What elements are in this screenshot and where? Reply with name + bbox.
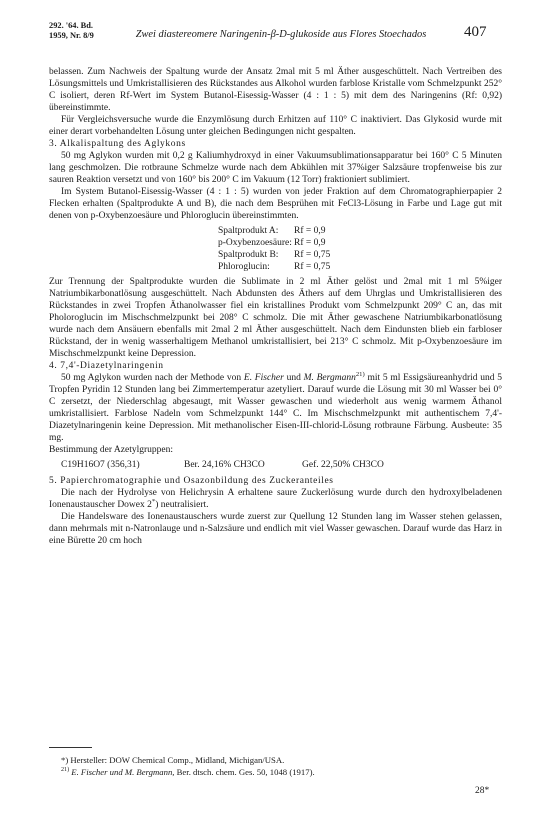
acetyl-formula-line	[61, 459, 502, 471]
rf-value: Rf = 0,75	[294, 250, 331, 260]
paragraph-6-text: mit 5 ml Essigsäureanhydrid und 5 Tropfen Pyridin 12 Stunden lang bei Zimmertemperatur azetyliert. Darauf wurde die Lösung mit 30 ml Wasser bei 0° C zersetzt, der Niederschlag abgesaugt, mit Wasser gewaschen und wiederholt aus wenig warmem Äthanol umkristallisiert. Farblose Nadeln vom Schmelzpunkt 144° C. Im Mischschmelzpunkt mit authentischem 7,4'-Diazetylnaringenin keine Depression. Mit methanolischer Eisen-III-chlorid-Lösung rotbraune Färbung. Ausbeute: 35 mg.	[49, 373, 503, 443]
paragraph-5: Zur Trennung der Spaltprodukte wurden die Sublimate in 2 ml Äther gelöst und 2mal mit 1 ml 5%iger Natriumbikarbonatlösung ausgeschüttelt. Nach Abdunsten des Äthers auf dem Uhrglas und Umkristallisieren des Rückstandes in zwei Tropfen Äthanolwasser fiel ein kristallines Produkt vom Schmelzpunkt 209° C an, das mit Pholoroglucin im Mischschmelzpunkt bei 208° C schmolz. Die mit Äther gewaschene Natriumbikarbonatlösung wurde nach dem Ansäuern ebenfalls mit 2mal 2 ml Äther ausgeschüttelt. Nach dem Eindunsten blieb ein farbloser Rückstand, der in wenig wasserhaltigem Methanol umkristallisiert, bei 213° C schmolz. Mit p-Oxybenzoesäure im Mischschmelzpunkt keine Depression.	[49, 277, 502, 359]
paragraph-4: Im System Butanol-Eisessig-Wasser (4 : 1 : 5) wurden von jeder Fraktion auf dem Chromatographierpapier 2 Flecken erhalten (Spaltprodukte A und B), die nach dem Besprühen mit FeCl3-Lösung in Farbe und Lage gut mit denen von p-Oxybenzoesäure und Phloroglucin übereinstimmten.	[49, 187, 502, 221]
paragraph-8-text: Die nach der Hydrolyse von Helichrysin A erhaltene saure Zuckerlösung wurde durch den hydroxylbeladenen Ionenaustauscher Dowex 2	[49, 488, 502, 510]
paragraph-3: 50 mg Aglykon wurden mit 0,2 g Kaliumhydroxyd in einer Vakuumsublimationsapparatur bei 160° C 5 Minuten lang geschmolzen. Die rotbraune Schmelze wurde nach dem Abkühlen mit 37%iger Salzsäure tropfenweise bis zur sauren Reaktion versetzt und von 160° bis 200° C im Vakuum (12 Torr) fraktioniert sublimiert.	[49, 151, 502, 185]
footnote-2-text: Ber. dtsch. chem. Ges. 50, 1048 (1917).	[176, 766, 315, 777]
formula-calculated: Ber. 24,16% CH3CO	[184, 460, 265, 470]
paragraph-9: Die Handelsware des Ionenaustauschers wurde zuerst zur Quellung 12 Stunden lang im Wasser stehen gelassen, dann mehrmals mit n-Natronlauge und n-Salzsäure und endlich mit viel Wasser gewaschen. Darauf wurde das Harz in eine Bürette 20 cm hoch	[49, 512, 502, 546]
rf-value: Rf = 0,9	[294, 238, 326, 248]
formula-found: Gef. 22,50% CH3CO	[302, 460, 384, 470]
paragraph-8-text: ) neutralisiert.	[155, 500, 209, 510]
paragraph-6-text: 50 mg Aglykon wurden nach der Methode von	[61, 373, 244, 383]
rf-label: p-Oxybenzoesäure:	[218, 238, 292, 248]
author-bergmann: M. Bergmann	[303, 373, 356, 383]
rf-row	[218, 237, 330, 249]
rf-row	[218, 261, 330, 273]
rf-value: Rf = 0,75	[294, 262, 331, 272]
paragraph-2: Für Vergleichsversuche wurde die Enzymlösung durch Erhitzen auf 110° C inaktiviert. Das Glykosid wurde mit einer derart vorbehandelten Lösung unter gleichen Bedingungen nicht gespalten.	[49, 115, 502, 137]
footnote-marker: *	[151, 498, 156, 505]
page-signature: 28*	[475, 786, 490, 796]
section-5-heading: 5. Papierchromatographie und Osazonbildung des Zuckeranteiles	[49, 476, 334, 486]
formula-compound: C19H16O7 (356,31)	[61, 460, 140, 470]
volume-info	[49, 21, 94, 41]
paragraph-8	[49, 487, 502, 511]
footnote-2-number: 21)	[61, 766, 70, 773]
section-3-heading: 3. Alkalispaltung des Aglykons	[49, 139, 186, 149]
rf-row	[218, 249, 330, 261]
footnote-divider	[49, 747, 92, 748]
paragraph-1: belassen. Zum Nachweis der Spaltung wurde der Ansatz 2mal mit 5 ml Äther ausgeschüttelt. Nach Vertreiben des Lösungsmittels und Umkristallisieren des Rückstandes aus Alkohol wurden farblose Kristalle vom Schmelzpunkt 252° C isoliert, deren Rf-Wert im System Butanol-Eisessig-Wasser (4 : 1 : 5) mit dem des Naringenins (Rf: 0,92) übereinstimmte.	[49, 67, 502, 113]
footnote-1: *) Hersteller: DOW Chemical Comp., Midland, Michigan/USA.	[61, 755, 285, 765]
volume-line-2: 1959, Nr. 8/9	[49, 31, 94, 40]
rf-value: Rf = 0,9	[294, 226, 326, 236]
rf-label: Spaltprodukt B:	[218, 250, 279, 260]
paragraph-6-text: und	[283, 373, 304, 383]
reference-marker: 21)	[355, 371, 365, 378]
paragraph-7: Bestimmung der Azetylgruppen:	[49, 445, 174, 455]
page-number: 407	[464, 24, 487, 40]
section-4-heading: 4. 7,4'-Diazetylnaringenin	[49, 361, 164, 371]
article-body	[49, 66, 502, 547]
footnote-2	[49, 767, 502, 779]
rf-label: Spaltprodukt A:	[218, 226, 279, 236]
rf-label: Phloroglucin:	[218, 262, 270, 272]
running-title: Zwei diastereomere Naringenin-β-D-glukoside aus Flores Stoechados	[135, 29, 427, 40]
paragraph-6	[49, 372, 502, 444]
footnote-2-authors: E. Fischer und M. Bergmann,	[71, 766, 175, 777]
rf-row	[218, 225, 330, 237]
footnotes	[49, 755, 502, 778]
author-fischer: E. Fischer	[243, 373, 284, 383]
volume-line-1: 292. '64. Bd.	[49, 21, 93, 30]
rf-values-table	[218, 225, 330, 273]
